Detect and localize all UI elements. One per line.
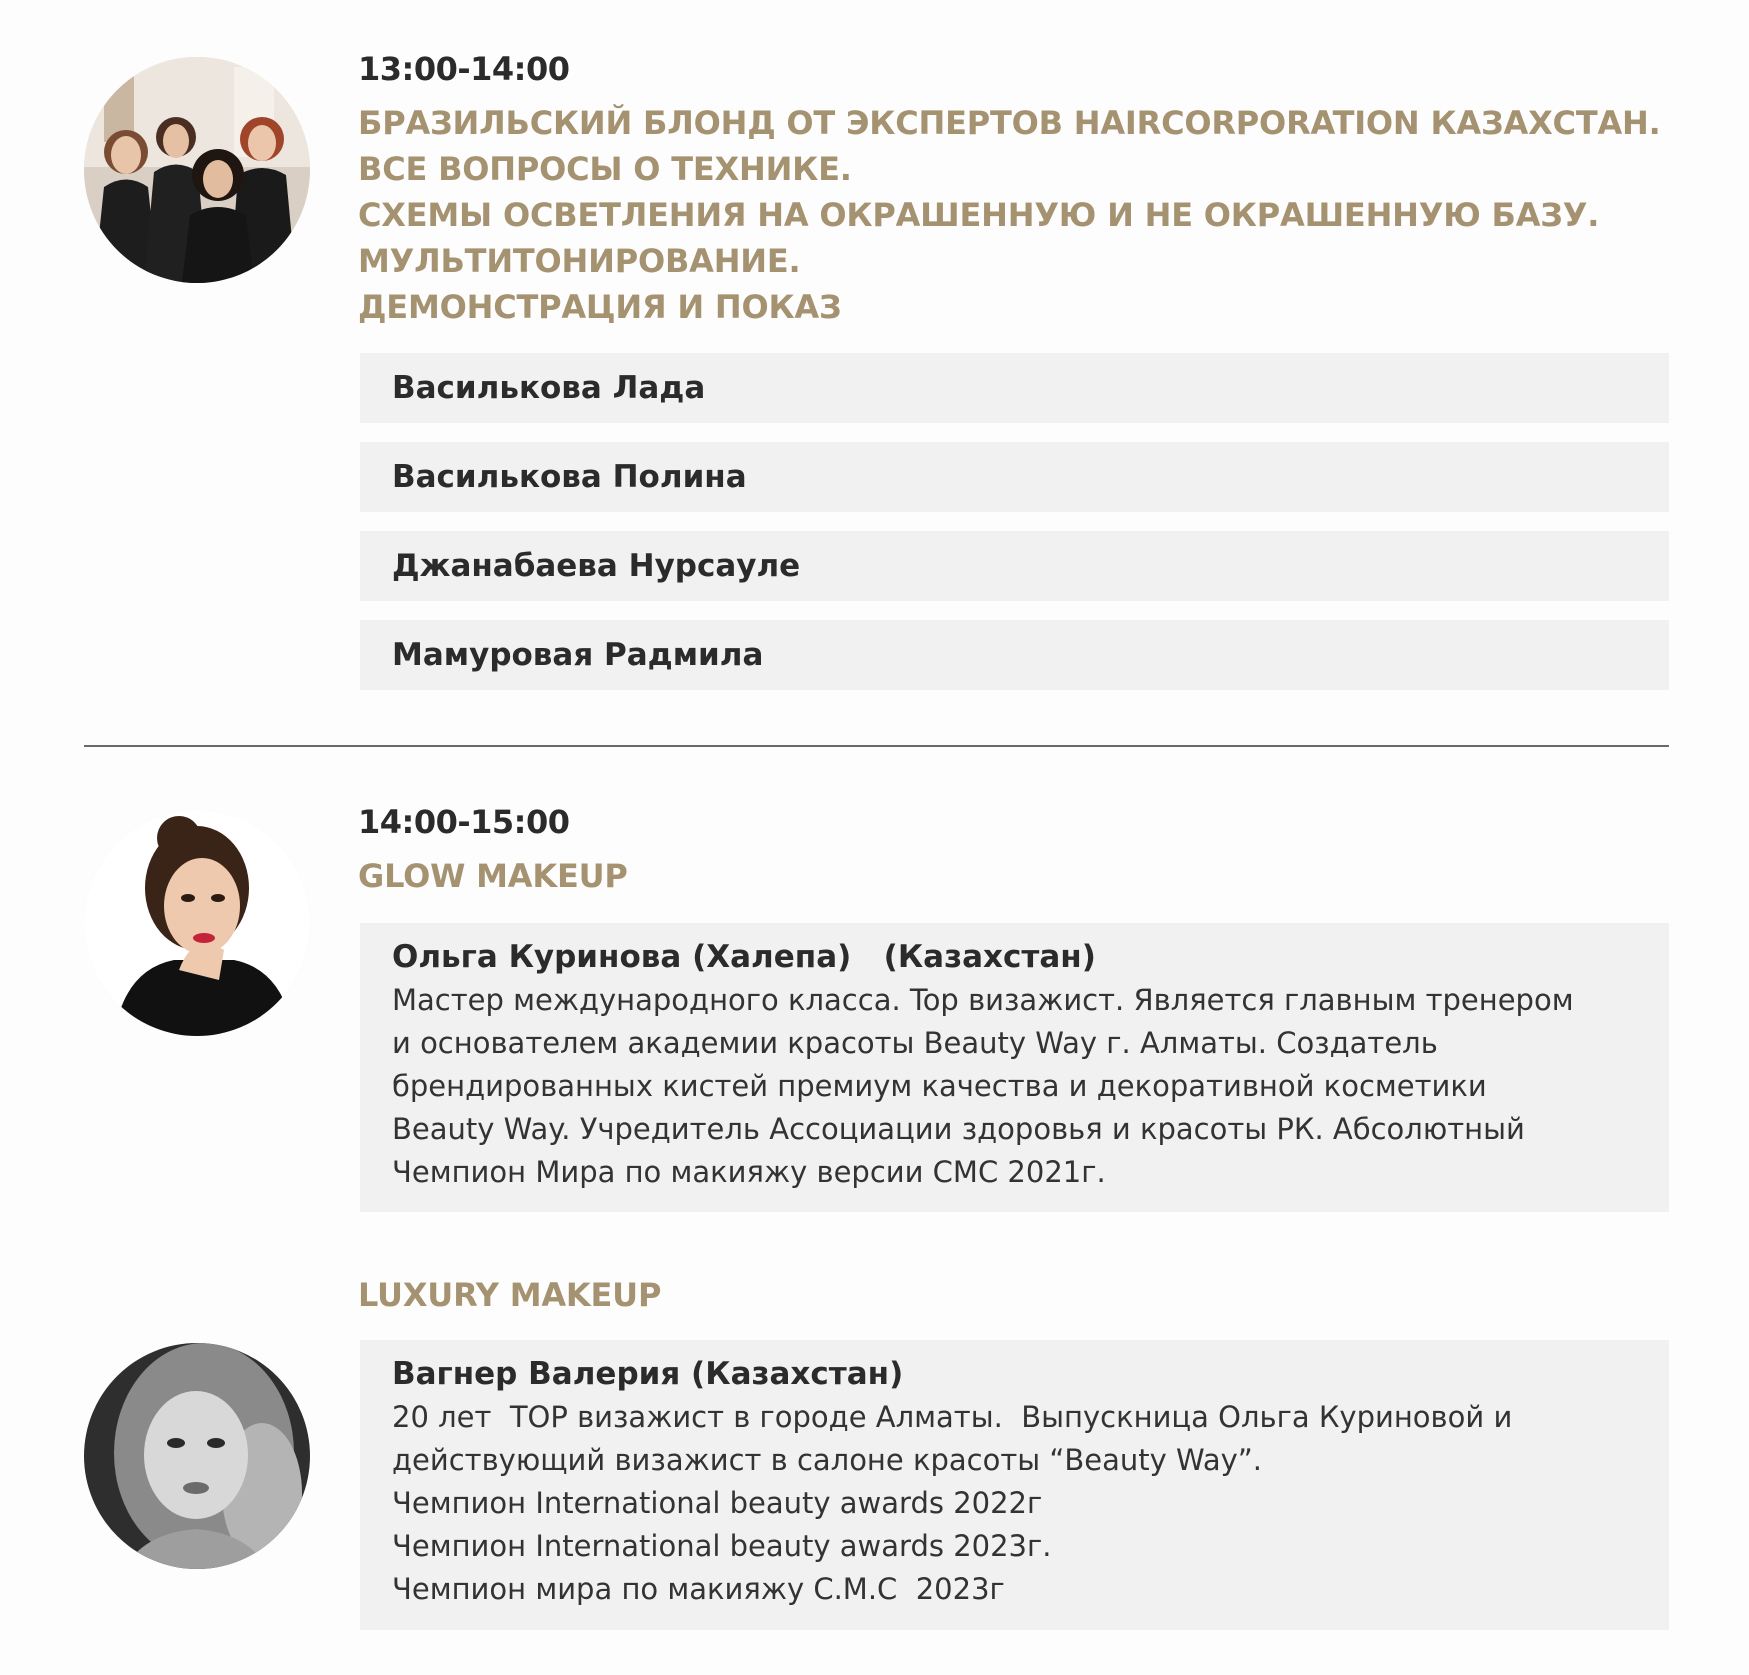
speaker-photo-image xyxy=(84,810,310,1036)
session-title-line: СХЕМЫ ОСВЕТЛЕНИЯ НА ОКРАШЕННУЮ И НЕ ОКРАШЕННУЮ БАЗУ. xyxy=(358,196,1600,234)
session-title-line: LUXURY MAKEUP xyxy=(358,1276,662,1314)
speaker-photo-image xyxy=(84,1343,310,1569)
bio-line: Мастер международного класса. Top визажист. Является главным тренером xyxy=(392,983,1574,1017)
session-title-line: GLOW MAKEUP xyxy=(358,857,628,895)
speaker-name: Мамуровая Радмила xyxy=(392,637,764,673)
session-title xyxy=(358,853,628,899)
speaker-name: Вагнер Валерия (Казахстан) xyxy=(392,1356,904,1392)
session-time: 13:00-14:00 xyxy=(358,50,570,88)
session-title-line: МУЛЬТИТОНИРОВАНИЕ. xyxy=(358,242,801,280)
speaker-name: Василькова Полина xyxy=(392,459,747,495)
speaker-bio xyxy=(392,1396,1661,1611)
speaker-name: Ольга Куринова (Халепа) (Казахстан) xyxy=(392,939,1096,975)
bio-line: Beauty Way. Учредитель Ассоциации здоровья и красоты РК. Абсолютный xyxy=(392,1112,1525,1146)
speaker-bio-card xyxy=(360,1340,1669,1630)
bio-line: Чемпион Мира по макияжу версии CMC 2021г. xyxy=(392,1155,1106,1189)
speaker-name-card xyxy=(360,442,1669,512)
speaker-bio-card xyxy=(360,923,1669,1212)
session-title-line: ВСЕ ВОПРОСЫ О ТЕХНИКЕ. xyxy=(358,150,852,188)
speaker-photo-avatar xyxy=(84,810,310,1036)
bio-line: и основателем академии красоты Beauty Way г. Алматы. Создатель xyxy=(392,1026,1438,1060)
speaker-photo-avatar xyxy=(84,1343,310,1569)
speaker-name-card xyxy=(360,620,1669,690)
speaker-bio xyxy=(392,979,1661,1194)
session-title xyxy=(358,1272,661,1318)
bio-line: Чемпион мира по макияжу С.М.С 2023г xyxy=(392,1572,1005,1606)
bio-line: Чемпион International beauty awards 2022г xyxy=(392,1486,1043,1520)
speaker-name-card xyxy=(360,531,1669,601)
bio-line: Чемпион International beauty awards 2023г. xyxy=(392,1529,1052,1563)
group-photo-avatar xyxy=(84,57,310,283)
session-title-line: ДЕМОНСТРАЦИЯ И ПОКАЗ xyxy=(358,288,842,326)
speaker-name: Василькова Лада xyxy=(392,370,706,406)
session-title xyxy=(358,100,1661,330)
bio-line: действующий визажист в салоне красоты “Beauty Way”. xyxy=(392,1443,1262,1477)
bio-line: брендированных кистей премиум качества и декоративной косметики xyxy=(392,1069,1487,1103)
bio-line: 20 лет TOP визажист в городе Алматы. Выпускница Ольга Куриновой и xyxy=(392,1400,1513,1434)
session-time: 14:00-15:00 xyxy=(358,803,570,841)
speaker-name-card xyxy=(360,353,1669,423)
section-divider xyxy=(84,745,1669,747)
speaker-name: Джанабаева Нурсауле xyxy=(392,548,801,584)
group-photo-image xyxy=(84,57,310,283)
session-title-line: БРАЗИЛЬСКИЙ БЛОНД ОТ ЭКСПЕРТОВ HAIRCORPORATION КАЗАХСТАН. xyxy=(358,104,1661,142)
